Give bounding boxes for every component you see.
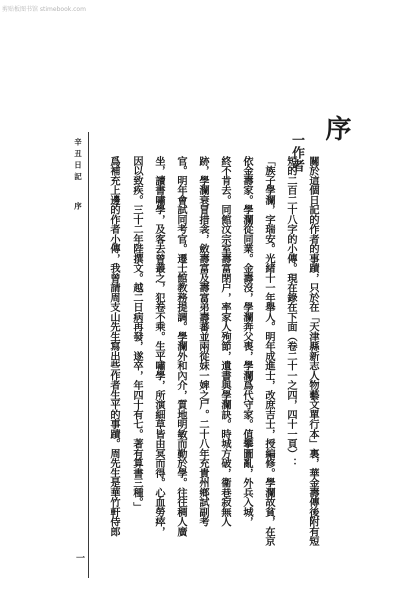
text-column-3: 「族子學瀾，字瑞安。光緒十一年舉人。明年成進士，改庶吉士，授編修。學瀾故貧，在京 <box>263 156 275 546</box>
text-column-10: 爲補充上邊的作者小傳，我曾請周支山先生寫出些作者生平的事蹟。周先生是華竹軒侍郎 <box>108 156 120 537</box>
text-column-8: 坐，讀書嘯學，及客去曾叢之，犯卷不乘。生平嘯學，所演細草皆由冥而得。心血勞瘁， <box>153 156 165 537</box>
text-column-7: 官。明年會試同考官。遷士館教務提調。學瀾外和內介，質地明敏而勤於學。往往稠人廣 <box>175 156 187 537</box>
text-column-4: 依金壽家。學瀾從同業。金壽沒，學瀾奔父喪，學瀾爲代守家。值攀圖亂，外兵入城， <box>241 156 253 527</box>
text-column-1: 關於這個日記的作者的事蹟，只於在「天津縣新志人物藝文單行本」裏，華金壽傳後附有短 <box>307 156 319 546</box>
chapter-label: 序 <box>73 202 83 214</box>
footer-rule <box>88 132 89 578</box>
text-column-6: 跡，學瀾衰冒措衾，斂壽富及壽富弟壽蕃並兩從妹一婢之尸。二十八年充貴州鄉試副考 <box>197 156 209 527</box>
section-heading: 一作者 <box>289 133 304 172</box>
text-column-2: 短的二百二十八字的小傳。現在錄在下面（卷二十一之四，四十一頁）： <box>285 156 297 468</box>
text-column-5: 終不肯去。同館汶宗室壽富閉户，率家人殉節，遺書與學瀾訣。時城方破，衞巷寂無人 <box>219 156 231 527</box>
running-footer <box>74 138 82 214</box>
running-title: 辛丑日記 <box>73 138 83 184</box>
text-column-9: 因以致疾。三十二年陛撰文。越二日病再發，遂卒，年四十有七。著有算書三種。」 <box>131 156 143 512</box>
site-watermark: 剪贴板图书馆 stimebook.com <box>2 6 86 13</box>
preface-title: 序 <box>321 115 351 141</box>
page-number: 一 <box>74 553 84 562</box>
